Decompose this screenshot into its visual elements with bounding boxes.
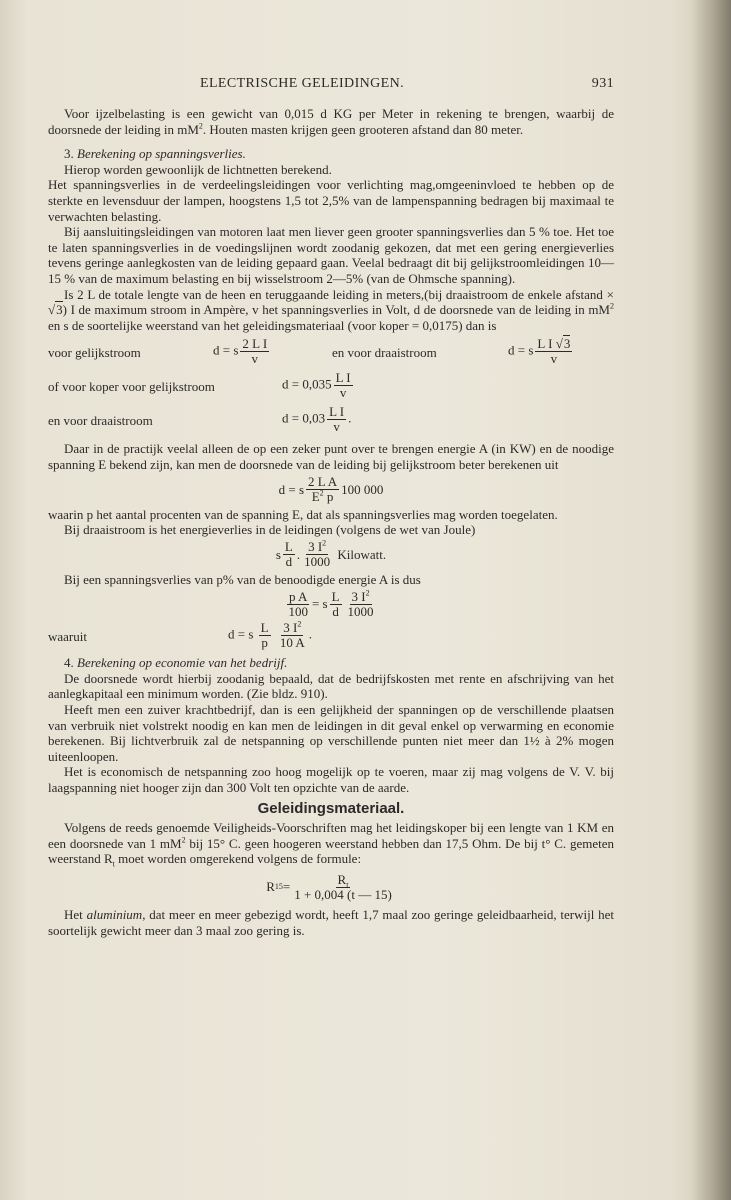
paragraph-network-voltage: Het is economisch de netspanning zoo hoog mogelijk op te voeren, maar zij mag volgens de V. V. bij laagspanning niet hooger zijn dan 300 Volt ten opzichte van de aarde. bbox=[48, 764, 614, 796]
book-spine-shadow bbox=[691, 0, 731, 1200]
running-title: ELECTRISCHE GELEIDINGEN. bbox=[200, 76, 405, 91]
paragraph-motor-connections: Bij aansluitingsleidingen van motoren laat men liever geen grooter spanningsverlies dan 5 % toe. Het toe te laten spanningsverlies in de voedingslijnen wordt zoodanig gekozen, dat met een gering energieverlies tevens geringe aanlegkosten van de leiding gepaard gaan. Veelal bedraagt dit bij gelijkstroomleidingen 10—15 % van de maximum belasting en bij wisselstroom 2—5% (van de Ohmsche spanning). bbox=[48, 224, 614, 286]
paragraph-copper-resistance: Volgens de reeds genoemde Veiligheids-Voorschriften mag het leidingskoper bij een lengte van 1 KM en een doorsnede van 1 $mM^2$ bij 15° C. geen hoogeren weerstand hebben dan 17,5 Ohm. De bij t° C. gemeten weerstand $R_t$ moet worden omgerekend volgens de formule: bbox=[48, 820, 614, 869]
section-heading-material: Geleidingsmateriaal. bbox=[257, 799, 405, 817]
paragraph-percent-definition: waarin p het aantal procenten van de spanning E, dat als spanningsverlies mag worden toegelaten. bbox=[48, 506, 558, 522]
paragraph-definitions: Is 2 L de totale lengte van de heen en teruggaande leiding in meters,(bij draaistroom de enkele afstand × √3) I de maximum stroom in Ampère, v het spanningsverlies in Volt, d de doorsnede van de leiding in $mM^2$ en s de soortelijke weerstand van het geleidingsmateriaal (voor koper = 0,0175) dan is bbox=[48, 286, 614, 333]
equation-result: waaruit d = s $\frac{L}{p}$ $\frac{3 I^2}{10 A}$ . bbox=[48, 619, 313, 651]
equation-percent-loss: $\frac{\text{p A}}{100}$ = s $\frac{L}{d}$ $\frac{3 I^2}{1000}$ bbox=[288, 588, 374, 619]
paragraph-lighting-networks: Hierop worden gewoonlijk de lichtnetten berekend. bbox=[64, 161, 332, 177]
paragraph-energy-transfer: Daar in de practijk veelal alleen de op een zeker punt over te brengen energie A (in KW) en de noodige spanning E bekend zijn, kan men de doorsnede van de leiding bij gelijkstroom beter berekenen uit bbox=[48, 441, 614, 472]
paragraph-power-operation: Heeft men een zuiver krachtbedrijf, dan is een gelijkheid der spanningen op de verschillende plaatsen van verbruik niet volstrekt noodig en kan men de leidingen in dit geval enkel op verwarming en economie berekenen. Bij lichtverbruik zal de netspanning op verschillende punten niet meer dan 1½ à 2% mogen uiteenloopen. bbox=[48, 702, 614, 764]
equation-copper-ac: en voor draaistroom d = 0,03 $\frac{\text{L I}}{v}$ . bbox=[48, 404, 352, 435]
paragraph-economics: De doorsnede wordt hierbij zoodanig bepaald, dat de bedrijfskosten met rente en afschrijving van het aanlegkapitaal een minimum worden. (Zie bldz. 910). bbox=[48, 670, 614, 702]
equation-joule: s $\frac{L}{d}$ . $\frac{3 I^2}{1000}$ Kilowatt. bbox=[275, 538, 387, 570]
equation-section-energy: d = s $\frac{\text{2 L A}}{E^2 p}$ 100 000 bbox=[278, 474, 384, 504]
paragraph-voltage-drop: Het spanningsverlies in de verdeelingsleidingen voor verlichting mag,omgeeninvloed te hebben op de sterkte en levensduur der lampen, hoogstens 1,5 tot 2,5% van de lampenspanning bedragen bij maximaal te verwachten belasting. bbox=[48, 177, 614, 224]
paragraph-percent-loss: Bij een spanningsverlies van p% van de benoodigde energie A is dus bbox=[64, 571, 421, 587]
page-body bbox=[48, 106, 614, 938]
section-4-heading: 4. Berekening op economie van het bedrijf. bbox=[64, 655, 288, 671]
section-3-heading: 3. Berekening op spanningsverlies. bbox=[64, 146, 246, 162]
equation-resistance: R 15 = $\frac{R_t}{1 + 0,004 (t — 15)}$ bbox=[266, 871, 392, 902]
running-header bbox=[48, 76, 614, 96]
paragraph-joule-loss: Bij draaistroom is het energieverlies in de leidingen (volgens de wet van Joule) bbox=[64, 522, 476, 538]
equation-copper-dc: of voor koper voor gelijkstroom d = 0,035 $\frac{\text{L I}}{v}$ bbox=[48, 370, 351, 401]
page-number: 931 bbox=[591, 76, 614, 91]
paragraph-aluminium: Het aluminium, dat meer en meer gebezigd wordt, heeft 1,7 maal zoo geringe geleidbaarheid, terwijl het soortelijk gewicht meer dan 3 maal zoo gering is. bbox=[48, 907, 614, 938]
equation-dc-ac: voor gelijkstroom d = s $\frac{\text{2 L I}}{v}$ en voor draaistroom d = s $\frac{\text{L I √3}}{v}$ bbox=[48, 336, 571, 367]
paragraph-ice-load: Voor ijzelbelasting is een gewicht van 0,015 d KG per Meter in rekening te brengen, waarbij de doorsnede der leiding in $mM^2$. Houten masten krijgen geen grooteren afstand dan 80 meter. bbox=[48, 106, 614, 137]
